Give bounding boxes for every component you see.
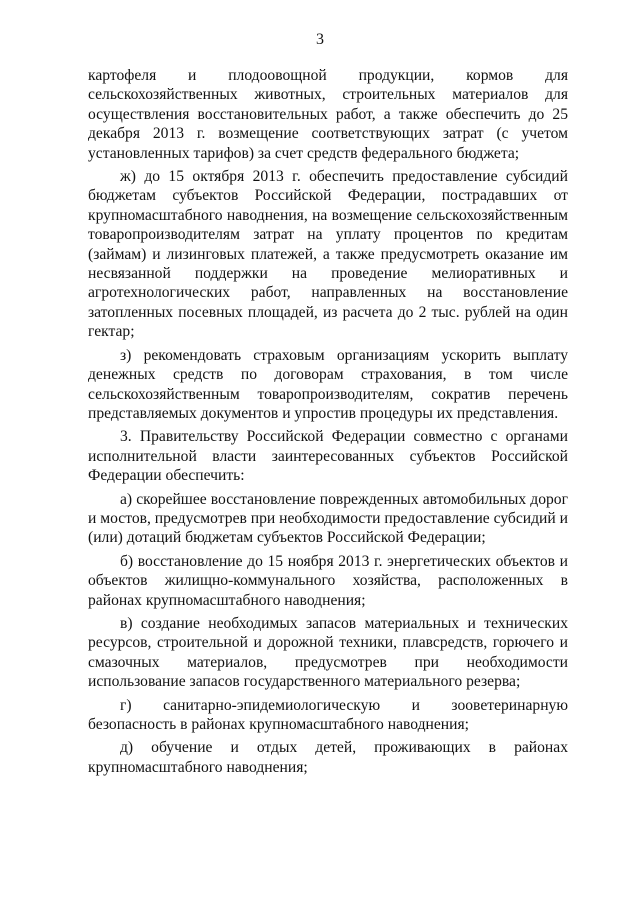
paragraph-7: в) создание необходимых запасов материальных и технических ресурсов, строительной и дорожной техники, плавсредств, горючего и смазочных материалов, предусмотрев при необходимости использование запасов государственного материального резерва; <box>88 614 568 691</box>
paragraph-1: картофеля и плодоовощной продукции, кормов для сельскохозяйственных животных, строительных материалов для осуществления восстановительных работ, а также обеспечить до 25 декабря 2013 г. возмещение соответствующих затрат (с учетом установленных тарифов) за счет средств федерального бюджета; <box>88 67 568 162</box>
paragraph-4: 3. Правительству Российской Федерации совместно с органами исполнительной власти заинтересованных субъектов Российской Федерации обеспечить: <box>88 428 568 485</box>
document-body <box>88 66 568 781</box>
paragraph-6: б) восстановление до 15 ноября 2013 г. энергетических объектов и объектов жилищно-коммунального хозяйства, расположенных в районах крупномасштабного наводнения; <box>88 552 568 609</box>
paragraph-8: г) санитарно-эпидемиологическую и зооветеринарную безопасность в районах крупномасштабного наводнения; <box>88 696 568 733</box>
paragraph-2: ж) до 15 октября 2013 г. обеспечить предоставление субсидий бюджетам субъектов Российской Федерации, пострадавших от крупномасштабного наводнения, на возмещение сельскохозяйственным товаропроизводителям затрат на уплату процентов по кредитам (займам) и лизинговых платежей, а также предусмотреть оказание им несвязанной поддержки на проведение мелиоративных и агротехнологических работ, направленных на восстановление затопленных посевных площадей, из расчета до 2 тыс. рублей на один гектар; <box>88 168 568 341</box>
paragraph-3: з) рекомендовать страховым организациям ускорить выплату денежных средств по договорам страхования, в том числе сельскохозяйственным товаропроизводителям, сократив перечень представляемых документов и упростив процедуры их представления. <box>88 346 568 422</box>
paragraph-5: а) скорейшее восстановление поврежденных автомобильных дорог и мостов, предусмотрев при необходимости предоставление субсидий и (или) дотаций бюджетам субъектов Российской Федерации; <box>88 490 568 547</box>
paragraph-9: д) обучение и отдых детей, проживающих в районах крупномасштабного наводнения; <box>88 739 568 776</box>
page-number: 3 <box>316 31 324 48</box>
